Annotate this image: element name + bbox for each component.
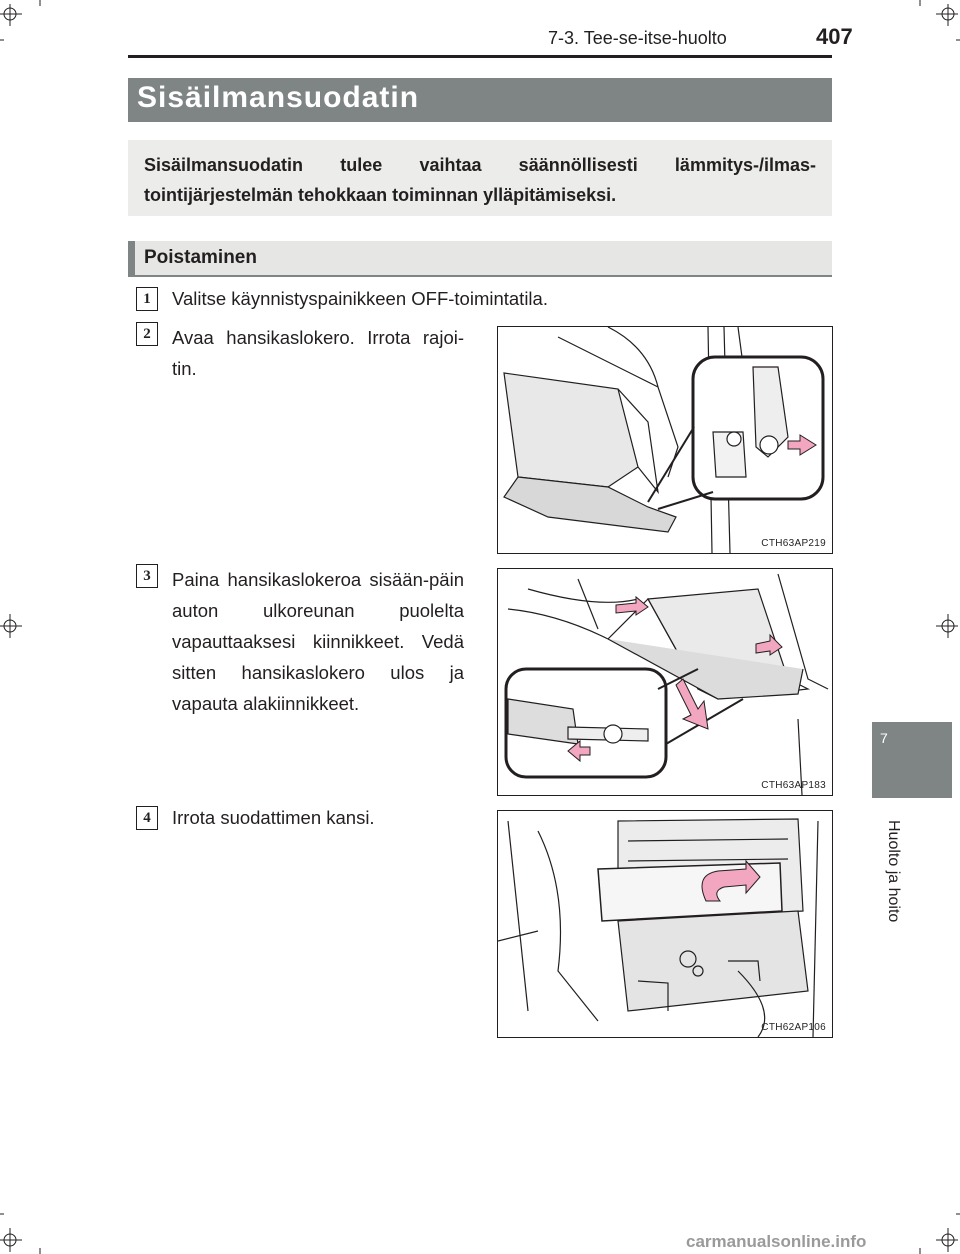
- step-number-3: 3: [136, 564, 158, 588]
- step-text-1: Valitse käynnistyspainikkeen OFF-toimintatila.: [172, 288, 548, 309]
- figure-code: CTH63AP183: [761, 780, 826, 791]
- figure-code: CTH62AP106: [761, 1022, 826, 1033]
- glovebox-stopper-illustration: [498, 327, 832, 553]
- filter-cover-illustration: [498, 811, 832, 1037]
- chapter-label: Huolto ja hoito: [885, 820, 902, 923]
- step-number-4: 4: [136, 806, 158, 830]
- figure-glovebox-stopper: [497, 326, 833, 554]
- chapter-number: 7: [880, 730, 888, 746]
- subheading: Poistaminen: [144, 247, 257, 268]
- header-rule: [128, 55, 832, 58]
- page-title: Sisäilmansuodatin: [137, 81, 420, 114]
- figure-filter-cover: [497, 810, 833, 1038]
- step-text-2: Avaa hansikaslokero. Irrota rajoi-tin.: [172, 327, 464, 379]
- subheading-accent: [128, 241, 135, 277]
- figure-code: CTH63AP219: [761, 538, 826, 549]
- step-number-2: 2: [136, 322, 158, 346]
- page-number: 407: [816, 24, 853, 49]
- step-text-4: Irrota suodattimen kansi.: [172, 807, 375, 828]
- watermark: carmanualsonline.info: [686, 1232, 867, 1251]
- step-number-1: 1: [136, 287, 158, 311]
- glovebox-release-illustration: [498, 569, 832, 795]
- figure-glovebox-release: [497, 568, 833, 796]
- step-text-3: Paina hansikaslokeroa sisään-päin auton ulkoreunan puolelta vapauttaaksesi kiinnikkeet. Vedä sitten hansikaslokero ulos ja vapauta alakiinnikkeet.: [172, 569, 464, 714]
- header-section-title: 7-3. Tee-se-itse-huolto: [548, 28, 727, 48]
- intro-text: Sisäilmansuodatin tulee vaihtaa säännöllisesti lämmitys-/ilmas-tointijärjestelmän tehokkaan toiminnan ylläpitämiseksi.: [144, 155, 816, 205]
